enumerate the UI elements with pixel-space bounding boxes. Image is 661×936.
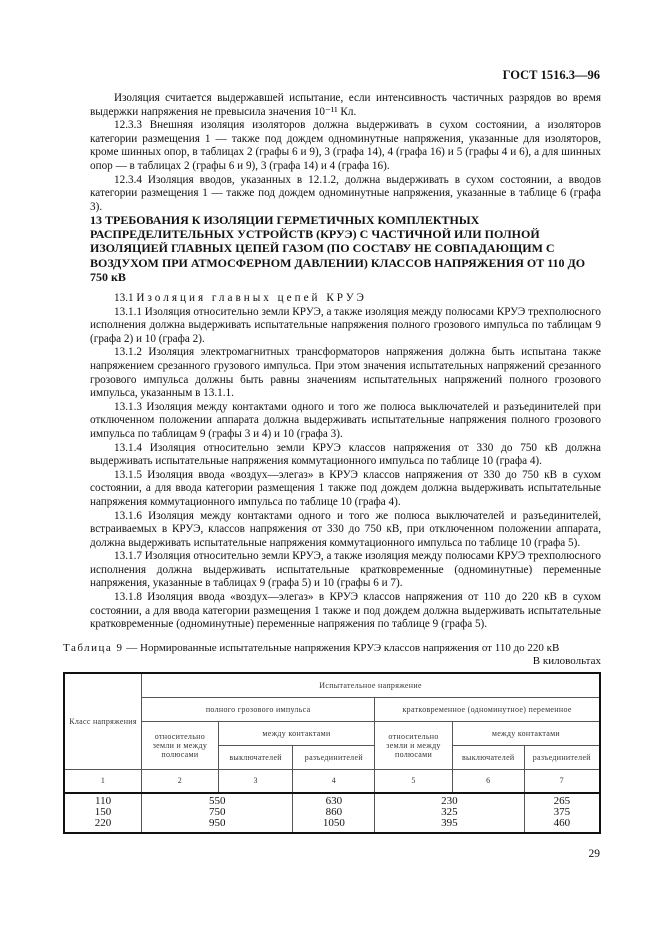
column-number: 4 <box>293 769 375 793</box>
subsection-number: 13.1 <box>114 292 134 304</box>
paragraph: 13.1.8 Изоляция ввода «воздух—элегаз» в КРУЭ классов напряжения от 110 до 220 кВ в сухом состоянии, а для ввода категории размещения 1 также и под дождем должна выдерживать испытательные кратковременные (одноминутные) переменные напряжения по таблице 9 (графа 5). <box>90 591 601 631</box>
paragraph: 13.1.2 Изоляция электромагнитных трансформаторов напряжения должна быть испытана также напряжением срезанного грузового импульса. При этом значения испытательных напряжений срезанного грозового импульса должны быть равны значениям испытательных напряжений полного грозового импульса, указанным в 13.1.1. <box>90 346 601 400</box>
header-disconnectors: разъединителей <box>293 745 375 769</box>
paragraph: 12.3.3 Внешняя изоляция изоляторов должна выдерживать в сухом состоянии, а изоляторов категории размещения 1 — также под дождем одноминутные напряжения, указанные для изоляторов, кроме шинных опор, в таблицах 2 (графы 6 и 9), 3 (графа 14), 4 (графа 16) и 5 (графы 4 и 6), а для шинных опор — в таблицах 2 (графы 6 и 9), 3 (графа 14) и 4 (графа 16). <box>90 119 601 172</box>
subsection-title: Изоляция главных цепей КРУЭ <box>136 292 367 304</box>
table-title: — Нормированные испытательные напряжения КРУЭ классов напряжения от 110 до 220 кВ <box>123 642 560 654</box>
column-number: 2 <box>142 769 219 793</box>
table-9 <box>63 672 601 834</box>
cell-lightning-ground-breakers: 550 750 950 <box>142 793 293 833</box>
header-disconnectors: разъединителей <box>524 745 600 769</box>
header-ground: относительно земли и между полюсами <box>142 721 219 769</box>
table-unit: В киловольтах <box>532 655 601 667</box>
document-id: ГОСТ 1516.3—96 <box>502 68 600 82</box>
paragraphs-12-3 <box>90 92 601 214</box>
header-test-voltage: Испытательное напряжение <box>142 673 600 697</box>
subsection-heading <box>90 292 601 306</box>
paragraph: 13.1.3 Изоляция между контактами одного и того же полюса выключателей и разъединителей при отключенном положении аппарата должна выдерживать испытательные напряжения полного грозового импульса по таблицам 9 (графы 3 и 4) и 10 (графа 3). <box>90 400 601 440</box>
header-class: Класс напряжения <box>64 673 142 769</box>
header-contacts: между контактами <box>218 721 374 745</box>
header-ac-voltage: кратковременное (одноминутное) переменное <box>375 697 600 721</box>
cell-class: 110 150 220 <box>64 793 142 833</box>
header-lightning-impulse: полного грозового импульса <box>142 697 375 721</box>
paragraph: 13.1.6 Изоляция между контактами одного и того же полюса выключателей и разъединителей, встраиваемых в КРУЭ, классов напряжения от 330 до 750 кВ, при отключенном положении аппарата, должна выдерживать испытательные напряжения коммутационного импульса по таблице 10 (графа 5). <box>90 509 601 549</box>
section-heading: 13 ТРЕБОВАНИЯ К ИЗОЛЯЦИИ ГЕРМЕТИЧНЫХ КОМПЛЕКТНЫХ РАСПРЕДЕЛИТЕЛЬНЫХ УСТРОЙСТВ (КРУЭ) С ЧАСТИЧНОЙ ИЛИ ПОЛНОЙ ИЗОЛЯЦИЕЙ ГЛАВНЫХ ЦЕПЕЙ ГАЗОМ (ПО СОСТАВУ НЕ СОВПАДАЮЩИМ С ВОЗДУХОМ ПРИ АТМОСФЕРНОМ ДАВЛЕНИИ) КЛАССОВ НАПРЯЖЕНИЯ ОТ 110 ДО 750 кВ <box>90 213 586 284</box>
header-contacts: между контактами <box>452 721 600 745</box>
paragraph: 13.1.1 Изоляция относительно земли КРУЭ, а также изоляция между полюсами КРУЭ трехполюсного исполнения должна выдерживать испытательные напряжения полного грозового импульса по таблицам 9 (графа 2) и 10 (графа 2). <box>90 305 601 345</box>
column-number: 3 <box>218 769 293 793</box>
table-label: Таблица 9 <box>63 642 124 654</box>
section-13-1 <box>90 292 601 632</box>
paragraph: 13.1.7 Изоляция относительно земли КРУЭ, а также изоляция между полюсами КРУЭ трехполюсного исполнения должна выдерживать испытательные кратковременные (одноминутные) переменные напряжения, указанные в таблицах 9 (графа 5) и 10 (графы 6 и 7). <box>90 550 601 590</box>
header-ground: относительно земли и между полюсами <box>375 721 453 769</box>
header-breakers: выключателей <box>452 745 524 769</box>
table-caption <box>63 642 601 654</box>
header-breakers: выключателей <box>218 745 293 769</box>
cell-ac-ground-breakers: 230 325 395 <box>375 793 524 833</box>
paragraph: 12.3.4 Изоляция вводов, указанных в 12.1.2, должна выдерживать в сухом состоянии, а вводов категории размещения 1 — также под дождем одноминутные напряжения, указанные в таблице 6 (графа 3). <box>90 173 601 213</box>
column-number: 6 <box>452 769 524 793</box>
paragraph: 13.1.4 Изоляция относительно земли КРУЭ классов напряжения от 330 до 750 кВ должна выдерживать испытательные напряжения коммутационного импульса по таблице 10 (графа 4). <box>90 441 601 468</box>
paragraph: Изоляция считается выдержавшей испытание, если интенсивность частичных разрядов во время выдержки напряжения не превысила значения 10⁻¹¹ Кл. <box>90 92 601 118</box>
table-row <box>64 793 600 833</box>
column-number: 7 <box>524 769 600 793</box>
column-number: 5 <box>375 769 453 793</box>
paragraph: 13.1.5 Изоляция ввода «воздух—элегаз» в КРУЭ классов напряжения от 330 до 750 кВ в сухом состоянии, а для ввода категории размещения 1 также под дождем должна выдерживать испытательные напряжения коммутационного импульса по таблице 10 (графа 4). <box>90 468 601 508</box>
cell-lightning-disconnectors: 630 860 1050 <box>293 793 375 833</box>
column-number: 1 <box>64 769 142 793</box>
cell-ac-disconnectors: 265 375 460 <box>524 793 600 833</box>
page-number: 29 <box>588 848 600 860</box>
